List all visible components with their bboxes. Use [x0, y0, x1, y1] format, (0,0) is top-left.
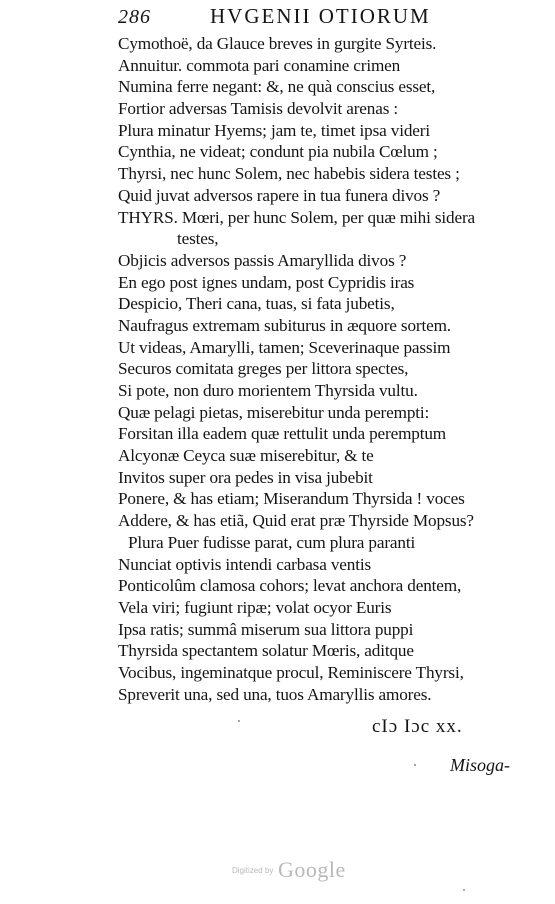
verse-line: Ipsa ratis; summâ miserum sua littora puppi	[118, 619, 414, 639]
running-head: HVGENII OTIORUM	[210, 4, 431, 28]
verse-line: Numina ferre negant: &, ne quà conscius esset,	[118, 77, 436, 97]
page-number: 286	[118, 6, 151, 28]
verse-line: En ego post ignes undam, post Cypridis iras	[118, 272, 415, 292]
ink-speck	[463, 889, 465, 891]
roman-date: cIɔ Iɔc xx.	[372, 716, 463, 737]
verse-line: Addere, & has etiã, Quid erat præ Thyrside Mopsus?	[118, 511, 474, 531]
verse-line: Fortior adversas Tamisis devolvit arenas :	[118, 99, 399, 119]
verse-line: Objicis adversos passis Amaryllida divos ?	[118, 250, 407, 270]
verse-line: Ponere, & has etiam; Miserandum Thyrsida ! voces	[118, 489, 465, 509]
verse-line: Annuitur. commota pari conamine crimen	[118, 55, 401, 75]
verse-line: Vocibus, ingeminatque procul, Reminiscere Thyrsi,	[118, 662, 464, 682]
verse-line: Securos comitata greges per littora spectes,	[118, 359, 409, 379]
watermark-brand: Google	[278, 857, 346, 882]
verse-line: Vela viri; fugiunt ripæ; volat ocyor Euris	[118, 597, 392, 617]
verse-line-continuation: testes,	[177, 229, 219, 249]
verse-line: Quid juvat adversos rapere in tua funera divos ?	[118, 185, 441, 205]
verse-line: Quæ pelagi pietas, miserebitur unda perempti:	[118, 402, 430, 422]
ink-speck	[414, 764, 416, 766]
verse-line: Thyrsida spectantem solatur Mœris, aditque	[118, 641, 414, 661]
verse-line: Si pote, non duro morientem Thyrsida vultu.	[118, 381, 418, 400]
verse-text-block	[118, 33, 528, 705]
verse-line: THYRS. Mœri, per hunc Solem, per quæ mihi sidera	[118, 207, 476, 227]
verse-line: Naufragus extremam subiturus in æquore sortem.	[118, 315, 451, 335]
verse-line: Forsitan illa eadem quæ rettulit unda peremptum	[118, 424, 447, 444]
catchword: Misoga-	[450, 755, 510, 775]
verse-line: Plura minatur Hyems; jam te, timet ipsa videri	[118, 120, 430, 140]
verse-line: Spreverit una, sed una, tuos Amaryllis amores.	[118, 684, 432, 704]
verse-line: Plura Puer fudisse parat, cum plura paranti	[128, 532, 416, 552]
verse-line: Despicio, Theri cana, tuas, si fata jubetis,	[118, 294, 395, 314]
verse-line: Nunciat optivis intendi carbasa ventis	[118, 554, 372, 574]
ink-speck	[238, 720, 240, 722]
verse-line: Ut videas, Amarylli, tamen; Sceverinaque passim	[118, 337, 451, 357]
watermark-prefix: Digitized by	[232, 866, 274, 875]
verse-line: Alcyonæ Ceyca suæ miserebitur, & te	[118, 446, 374, 466]
verse-line: Cynthia, ne videat; condunt pia nubila Cœlum ;	[118, 142, 438, 162]
verse-line: Invitos super ora pedes in visa jubebit	[118, 467, 373, 487]
digitized-watermark	[232, 857, 362, 883]
verse-line: Cymothoë, da Glauce breves in gurgite Syrteis.	[118, 34, 437, 53]
verse-line: Ponticolûm clamosa cohors; levat anchora dentem,	[118, 576, 462, 596]
page-header	[118, 4, 498, 34]
verse-line: Thyrsi, nec hunc Solem, nec habebis sidera testes ;	[118, 164, 460, 184]
